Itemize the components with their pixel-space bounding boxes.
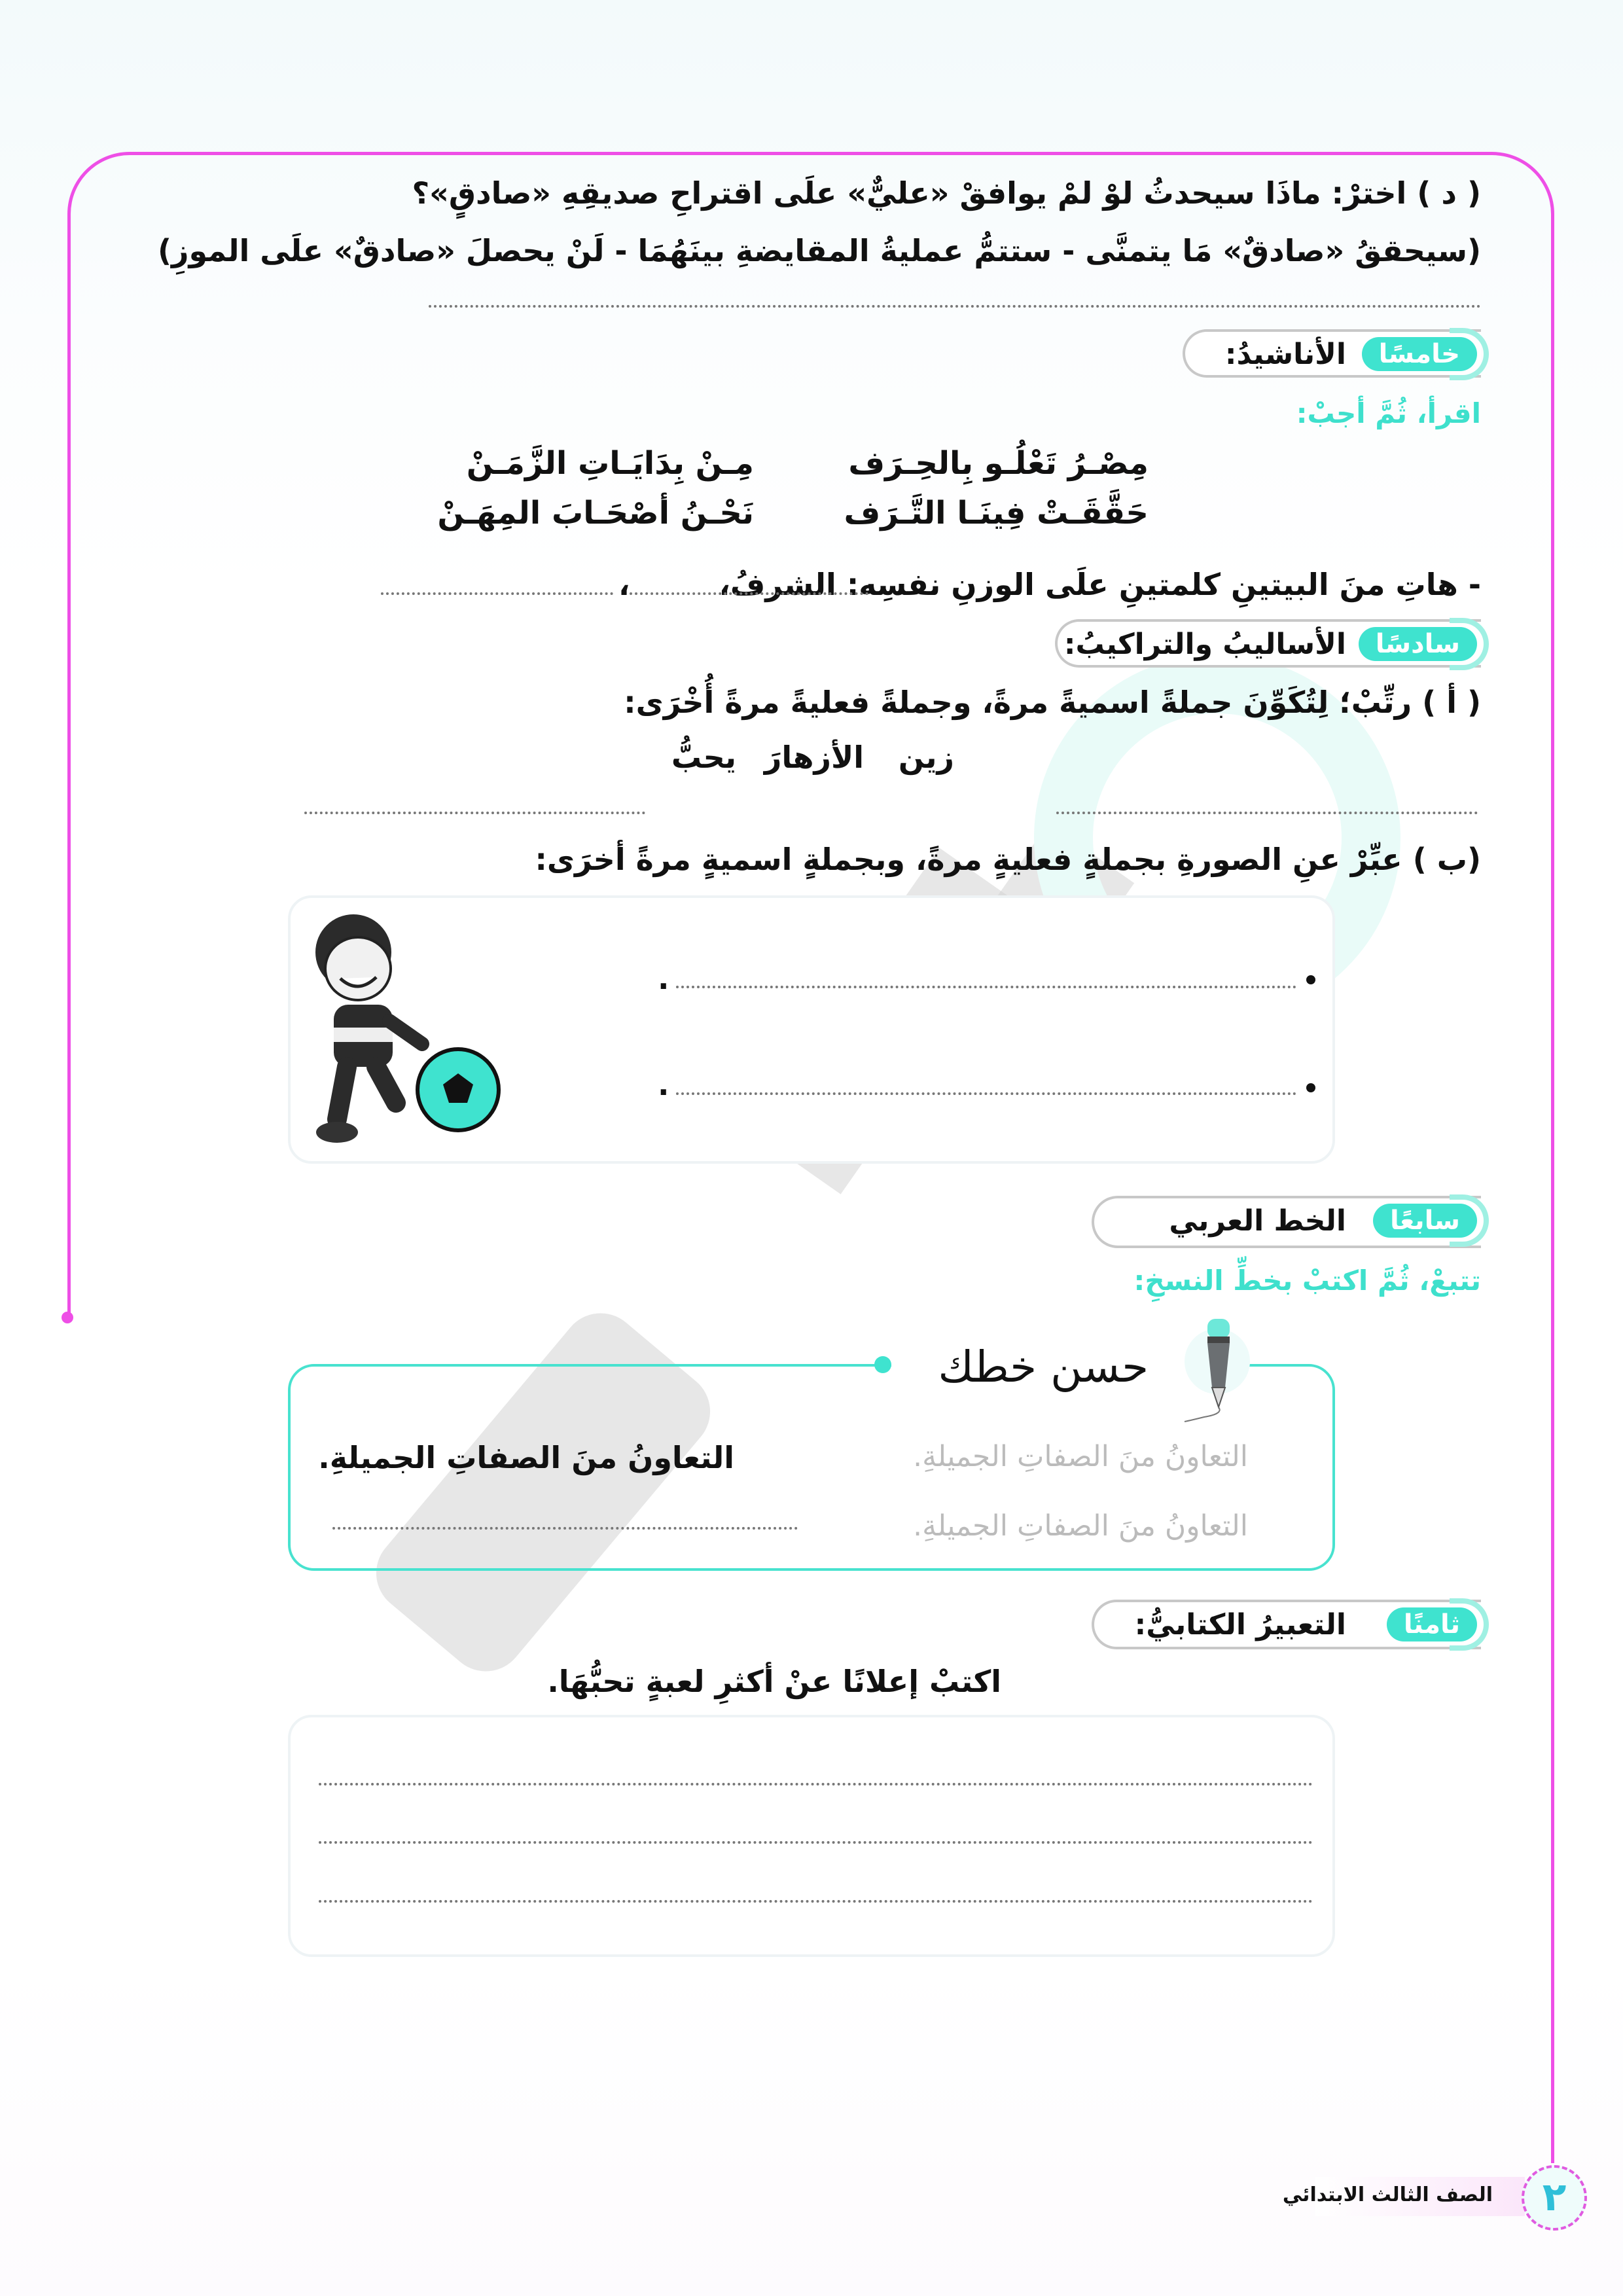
answer-line[interactable] bbox=[381, 592, 613, 595]
grade-label: الصف الثالث الابتدائي bbox=[1282, 2183, 1493, 2206]
comma: ، bbox=[618, 567, 630, 602]
poem-line-1-right: مِصْـرُ تَعْلُـو بِالحِـرَف bbox=[848, 445, 1149, 482]
poem-question: - هاتِ منَ البيتينِ كلمتينِ علَى الوزنِ نفسِه: الشرفُ، bbox=[719, 567, 1481, 602]
section-badge: سابعًا bbox=[1373, 1204, 1477, 1238]
answer-line[interactable] bbox=[429, 305, 1481, 308]
section-badge: ثامنًا bbox=[1387, 1607, 1477, 1641]
question-d: ( د ) اخترْ: ماذَا سيحدثُ لوْ لمْ يوافقْ «عليٌّ» علَى اقتراحِ صديقِهِ «صادقٍ»؟ bbox=[412, 175, 1481, 211]
poem-line-2-right: حَقَّقَـتْ فِينَـا التَّـرَف bbox=[844, 495, 1149, 531]
pencil-icon bbox=[1178, 1316, 1250, 1427]
box-title: حسن خطك bbox=[938, 1342, 1149, 1392]
bullet bbox=[1306, 975, 1315, 984]
poem-line-2-left: نَحْـنُ أصْحَـابَ المِهَـنْ bbox=[437, 495, 754, 531]
poem-line-1-left: مِـنْ بِدَايَـاتِ الزَّمَـنْ bbox=[466, 445, 754, 482]
page-frame-left bbox=[67, 458, 71, 1317]
period: . bbox=[658, 1067, 669, 1102]
answer-line[interactable] bbox=[332, 1527, 798, 1530]
writing-instruction: اكتبْ إعلانًا عنْ أكثرِ لعبةٍ تحبُّهَا. bbox=[547, 1664, 1001, 1699]
section-badge: سادسًا bbox=[1359, 627, 1477, 661]
section-title: التعبيرُ الكتابيُّ: bbox=[1134, 1608, 1346, 1641]
answer-line[interactable] bbox=[319, 1783, 1313, 1785]
section-badge: خامسًا bbox=[1362, 337, 1477, 371]
answer-line[interactable] bbox=[676, 1092, 1296, 1095]
traced-sentence[interactable]: التعاونُ منَ الصفاتِ الجميلةِ. bbox=[913, 1440, 1248, 1473]
section-header-6 bbox=[1055, 619, 1481, 668]
model-sentence: التعاونُ منَ الصفاتِ الجميلةِ. bbox=[318, 1440, 734, 1475]
boy-playing-football-illustration bbox=[298, 906, 507, 1152]
section-header-5 bbox=[1183, 329, 1481, 378]
word: الأزهارَ bbox=[764, 740, 864, 775]
period: . bbox=[658, 961, 669, 996]
instruction: اقرأ، ثُمَّ أجبْ: bbox=[1296, 397, 1481, 429]
page-frame-right bbox=[1551, 458, 1554, 2163]
section-title: الخط العربي bbox=[1169, 1204, 1346, 1238]
writing-box bbox=[288, 1715, 1335, 1957]
answer-line[interactable] bbox=[319, 1841, 1313, 1844]
question-d-options: (سيحققُ «صادقٌ» مَا يتمنَّى - ستتمُّ عمليةُ المقايضةِ بينَهُمَا - لَنْ يحصلَ «صادقٌ» علَى الموزِ) bbox=[158, 233, 1481, 268]
answer-line[interactable] bbox=[630, 592, 868, 595]
traced-sentence[interactable]: التعاونُ منَ الصفاتِ الجميلةِ. bbox=[913, 1509, 1248, 1543]
word: زين bbox=[898, 740, 954, 775]
frame-dot bbox=[62, 1312, 73, 1323]
word: يحبُّ bbox=[671, 740, 736, 775]
answer-line[interactable] bbox=[319, 1900, 1313, 1903]
section-title: الأناشيدُ: bbox=[1224, 338, 1346, 371]
part-a-instruction: ( أ ) رتِّبْ؛ لِتُكَوِّنَ جملةً اسميةً مرةً، وجملةً فعليةً مرةً أُخْرَى: bbox=[624, 685, 1481, 720]
section-title: الأساليبُ والتراكيبُ: bbox=[1063, 628, 1346, 661]
page-number: ٢ bbox=[1522, 2165, 1587, 2231]
part-b-instruction: (ب ) عبِّرْ عنِ الصورةِ بجملةٍ فعليةٍ مرةً، وبجملةٍ اسميةٍ مرةً أخرَى: bbox=[535, 842, 1481, 877]
bullet bbox=[1306, 1083, 1315, 1092]
answer-line[interactable] bbox=[1056, 812, 1478, 814]
section-header-8 bbox=[1092, 1600, 1481, 1649]
answer-line[interactable] bbox=[304, 812, 645, 814]
section-header-7 bbox=[1092, 1196, 1481, 1248]
instruction: تتبعْ، ثُمَّ اكتبْ بخطِّ النسخِ: bbox=[1133, 1265, 1481, 1297]
answer-line[interactable] bbox=[676, 986, 1296, 988]
teal-dot bbox=[874, 1356, 891, 1373]
